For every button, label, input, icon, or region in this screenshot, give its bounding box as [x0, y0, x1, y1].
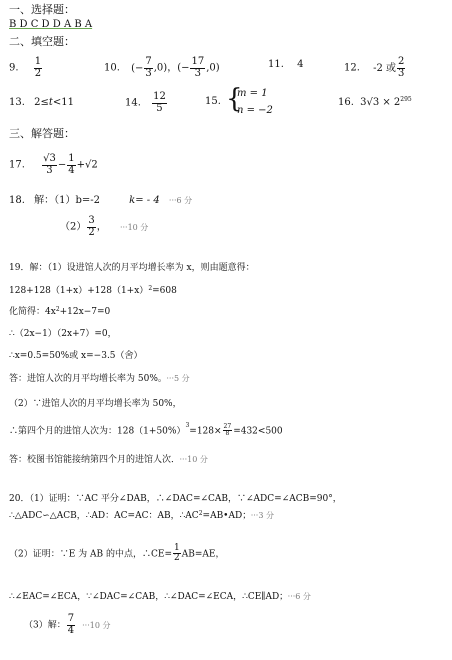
q19-l2a: 128+128（1+x）+128（1+x） — [9, 286, 149, 296]
q9 — [9, 57, 43, 79]
q14-number: 14. — [125, 97, 141, 109]
q20-line-3 — [9, 544, 224, 564]
q12-fraction — [397, 57, 405, 79]
q20-fraction-half — [173, 544, 181, 564]
q16-exponent: 295 — [400, 96, 412, 103]
q13-var: t — [48, 97, 53, 108]
q19-fraction — [223, 424, 233, 438]
q19-line-2 — [9, 287, 177, 296]
q17 — [9, 154, 98, 176]
q18-l2pre: （2） — [60, 221, 87, 233]
q20-l3b: AB=AE， — [181, 549, 225, 560]
q14-fraction — [152, 92, 167, 114]
q20-half-den: 2 — [174, 553, 180, 564]
q10-b-den: 3 — [194, 67, 202, 79]
q20-line-1: 20．（1）证明：∵AC 平分∠DAB，∴∠DAC=∠CAB，∵∠ADC=∠ACB=90°， — [9, 494, 342, 504]
q20-l4a: ∴∠EAC=∠ECA，∵∠DAC=∠CAB，∴∠DAC=∠ECA，∴CE∥AD； — [9, 592, 284, 602]
q17-f2-den: 4 — [68, 164, 75, 176]
q18-line-2 — [60, 216, 148, 238]
q19-l2b: =608 — [152, 286, 177, 296]
q20-line-4 — [9, 593, 311, 602]
q17-f2-num: 1 — [68, 153, 75, 164]
q12-den: 3 — [398, 67, 405, 79]
q10-a-den: 3 — [145, 67, 152, 79]
q10-a-pre: (− — [131, 62, 144, 74]
q18-l1a: 解：（1）b=-2 — [34, 195, 100, 206]
q9-fraction — [34, 57, 42, 79]
q19-l2sup: 2 — [148, 285, 153, 292]
q15-line-1: m = 1 — [237, 88, 268, 99]
q18-score-6: ···6 分 — [168, 196, 193, 205]
q13-number: 13. — [9, 97, 25, 108]
q15-brace: { — [226, 84, 243, 114]
q19-line-1: 19．解：（1）设进馆人次的月平均增长率为 x，则由题意得： — [9, 263, 255, 273]
q10-a-fraction — [144, 57, 152, 79]
q11-number: 11. — [268, 59, 284, 70]
q14-num: 12 — [153, 91, 166, 102]
q19-line-5: ∴x=0.5=50%或 x=−3.5（舍） — [9, 351, 143, 361]
q17-number: 17. — [9, 159, 25, 171]
section-2-title: 二、填空题： — [9, 35, 75, 48]
q20-l5a: （3）解： — [24, 620, 66, 631]
q19-score-10: ···10 分 — [179, 455, 208, 464]
q19-l3sup: 2 — [55, 306, 60, 313]
q16 — [338, 98, 412, 108]
choice-answers-text: B D C D D A B A — [9, 19, 93, 30]
q13-pre: 2≤ — [34, 97, 49, 108]
q19-line-8 — [9, 424, 283, 438]
q12-pre: -2 或 — [373, 62, 397, 74]
q10 — [104, 57, 220, 79]
q19-l8sup: 3 — [185, 422, 190, 429]
q20-l3a: （2）证明：∵E 为 AB 的中点，∴CE= — [9, 549, 172, 560]
q18-number: 18. — [9, 195, 25, 206]
section-1-title: 一、选择题： — [9, 3, 75, 16]
q19-line-9 — [9, 456, 208, 465]
q19-frac-den: 8 — [225, 430, 230, 438]
q13-post: <11 — [52, 97, 74, 108]
q20-line-2 — [9, 512, 274, 521]
q10-b-num: 17 — [191, 56, 205, 67]
q10-a-post: ,0)， — [153, 62, 178, 74]
q17-f1-num: √3 — [43, 153, 56, 164]
q13 — [9, 98, 74, 108]
q18-line-1 — [9, 196, 192, 206]
q17-frac-1 — [42, 154, 57, 176]
q19-l9a: 答：校图书馆能接纳第四个月的进馆人次． — [9, 455, 176, 465]
q15-line-2: n = −2 — [237, 105, 273, 116]
q19-line-6 — [9, 375, 190, 384]
q11 — [268, 60, 303, 70]
q20-ans-den: 4 — [67, 624, 75, 636]
q19-line-3 — [9, 308, 110, 317]
q9-numerator: 1 — [34, 56, 42, 67]
q18-score-10: ···10 分 — [119, 222, 149, 232]
q20-score-3: ···3 分 — [250, 511, 274, 520]
q20-answer-fraction — [67, 614, 75, 636]
q12-num: 2 — [398, 56, 405, 67]
q11-answer: 4 — [297, 59, 304, 70]
q10-b-post: ,0) — [206, 62, 220, 74]
q16-number: 16. — [338, 97, 354, 108]
q17-minus: − — [57, 159, 67, 171]
section-3-title: 三、解答题： — [9, 127, 75, 140]
q18-fraction — [87, 216, 95, 238]
q19-score-5: ···5 分 — [166, 374, 190, 383]
q19-l8c: =432<500 — [233, 426, 283, 437]
q18-l1b: k= - 4 — [129, 195, 160, 206]
q14 — [125, 92, 168, 114]
q20-score-6: ···6 分 — [287, 592, 311, 601]
q20-score-10: ···10 分 — [82, 620, 111, 630]
q18-l2post: ， — [96, 221, 107, 233]
q20-half-num: 1 — [174, 543, 180, 553]
q10-a-num: 7 — [145, 56, 152, 67]
q12-number: 12. — [344, 62, 360, 74]
choice-answers — [9, 20, 92, 30]
q19-l8b: =128× — [189, 426, 222, 437]
q17-frac-2 — [67, 154, 75, 176]
q20-ans-num: 7 — [67, 613, 75, 624]
q10-b-pre: (− — [177, 62, 190, 74]
q10-number: 10. — [104, 62, 120, 74]
q9-denominator: 2 — [34, 67, 42, 79]
q19-line-7: （2）∵进馆人次的月平均增长率为 50%， — [9, 399, 182, 409]
q15-number: 15. — [205, 96, 221, 107]
q20-l2sup: 2 — [198, 510, 203, 517]
q17-tail: +√2 — [76, 159, 98, 171]
q20-line-5 — [24, 614, 110, 636]
q19-l3a: 化简得：4x — [9, 307, 56, 317]
q19-line-4: ∴（2x−1）（2x+7）=0， — [9, 329, 117, 339]
q18-num: 3 — [88, 215, 95, 226]
q12 — [344, 57, 406, 79]
q9-number: 9. — [9, 62, 19, 74]
q18-den: 2 — [88, 226, 95, 238]
q10-b-fraction — [190, 57, 205, 79]
q19-l3b: +12x−7=0 — [59, 307, 111, 317]
q16-answer: 3√3 × 2 — [360, 97, 401, 108]
q20-l2a: ∴△ADC∽△ACB，∴AD：AC=AC：AB，∴AC — [9, 511, 199, 521]
q19-frac-num: 27 — [223, 423, 232, 430]
q14-den: 5 — [156, 102, 163, 114]
q20-l2b: =AB•AD； — [202, 511, 247, 521]
q17-f1-den: 3 — [46, 164, 53, 176]
q19-l8a: ∴第四个月的进馆人次为：128（1+50%） — [9, 426, 186, 437]
q19-l6a: 答：进馆人次的月平均增长率为 50%。 — [9, 374, 163, 384]
